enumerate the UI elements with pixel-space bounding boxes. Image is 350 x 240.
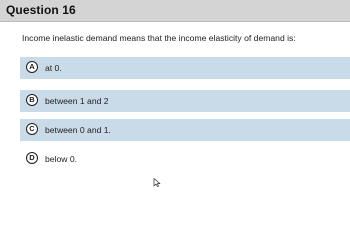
answer-option-d[interactable] (20, 148, 350, 170)
answer-option-a[interactable] (20, 57, 350, 79)
option-text: below 0. (45, 154, 78, 164)
question-prompt: Income inelastic demand means that the income elasticity of demand is: (22, 33, 296, 43)
question-title: Question 16 (6, 3, 76, 17)
option-text: between 1 and 2 (45, 96, 109, 106)
answer-option-b[interactable] (20, 90, 350, 112)
option-text: at 0. (45, 63, 62, 73)
option-letter-badge: A (26, 61, 38, 73)
mouse-cursor-icon (153, 178, 161, 187)
answer-option-c[interactable] (20, 119, 350, 141)
option-letter-badge: C (26, 123, 38, 135)
option-text: between 0 and 1. (45, 125, 111, 135)
option-letter-badge: B (26, 94, 38, 106)
question-header (0, 0, 350, 22)
option-letter-badge: D (26, 152, 38, 164)
